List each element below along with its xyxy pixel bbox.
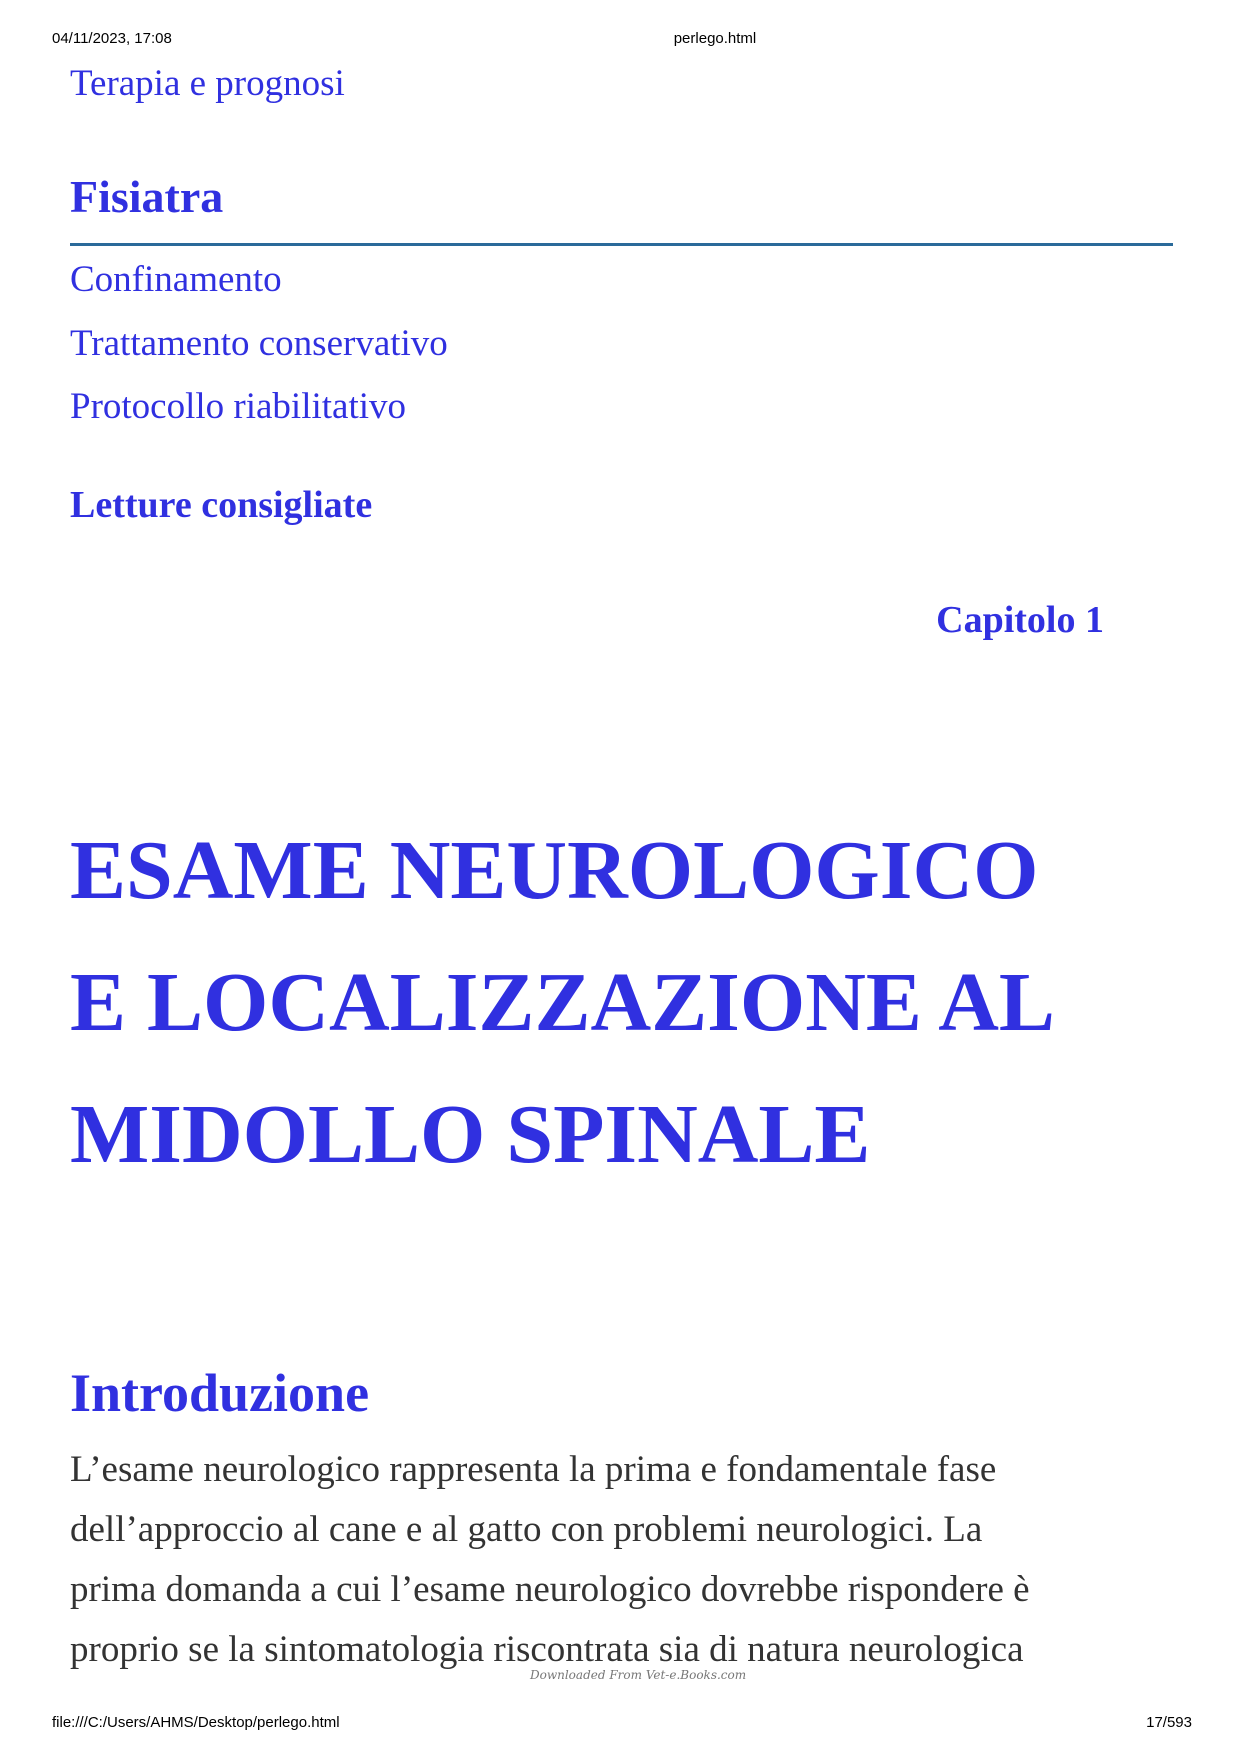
toc-link-protocollo[interactable]: Protocollo riabilitativo (70, 386, 407, 427)
toc-link-fisiatra[interactable]: Fisiatra (70, 171, 224, 222)
toc-link-trattamento[interactable]: Trattamento conservativo (70, 323, 448, 364)
toc-link-confinamento[interactable]: Confinamento (70, 259, 282, 300)
paragraph-line: prima domanda a cui l’esame neurologico dovrebbe rispondere è (70, 1569, 1030, 1610)
toc-link-letture[interactable]: Letture consigliate (70, 484, 373, 526)
print-datetime: 04/11/2023, 17:08 (52, 30, 172, 47)
paragraph-line: proprio se la sintomatologia riscontrata sia di natura neurologica (70, 1629, 1024, 1670)
print-file-path: file:///C:/Users/AHMS/Desktop/perlego.html (52, 1714, 340, 1731)
print-page-number: 17/593 (1146, 1714, 1192, 1731)
print-doc-title: perlego.html (673, 30, 757, 47)
paragraph-line: dell’approccio al cane e al gatto con problemi neurologici. La (70, 1509, 983, 1550)
paragraph-line: L’esame neurologico rappresenta la prima e fondamentale fase (70, 1449, 997, 1490)
section-heading: Introduzione (70, 1363, 370, 1423)
chapter-title (70, 805, 1190, 1201)
section-divider (70, 243, 1173, 246)
chapter-label: Capitolo 1 (936, 599, 1104, 641)
body-paragraph (70, 1440, 1180, 1680)
chapter-title-line: MIDOLLO SPINALE (70, 1088, 871, 1181)
toc-link-terapia[interactable]: Terapia e prognosi (70, 63, 345, 104)
download-watermark: Downloaded From Vet-e.Books.com (530, 1668, 747, 1682)
chapter-title-line: ESAME NEUROLOGICO (70, 824, 1039, 917)
chapter-title-line: E LOCALIZZAZIONE AL (70, 956, 1055, 1049)
